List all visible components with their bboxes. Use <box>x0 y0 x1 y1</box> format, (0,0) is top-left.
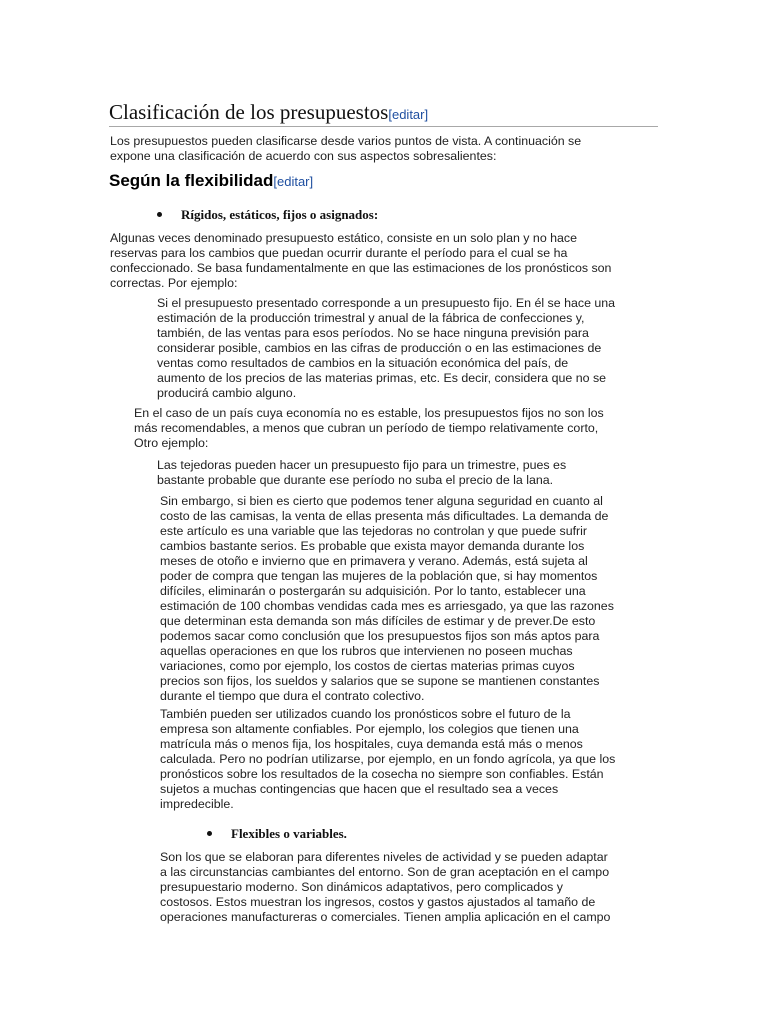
paragraph-unstable-economy <box>134 406 674 451</box>
text-line: también, de las ventas para esos períodos. No se hace ninguna previsión para <box>157 326 589 340</box>
text-line: Las tejedoras pueden hacer un presupuesto fijo para un trimestre, pues es <box>157 458 567 472</box>
text-line: variaciones, como por ejemplo, los costos de ciertas materias primas cuyos <box>160 659 575 673</box>
text-line: Son los que se elaboran para diferentes niveles de actividad y se pueden adaptar <box>160 850 608 864</box>
bullet-item-flexibles: Flexibles o variables. <box>231 826 347 841</box>
text-line: Los presupuestos pueden clasificarse desde varios puntos de vista. A continuación se <box>110 134 582 148</box>
text-line: confeccionado. Se basa fundamentalmente en que las estimaciones de los pronósticos son <box>110 261 612 275</box>
subsection-title: Según la flexibilidad <box>109 171 274 190</box>
text-line: aumento de los precios de las materias primas, etc. Es decir, considera que no se <box>157 371 607 385</box>
text-line: podemos sacar como conclusión que los presupuestos fijos son más aptos para <box>160 629 600 643</box>
text-line: operaciones manufactureras o comerciales. Tienen amplia aplicación en el campo <box>160 910 611 924</box>
text-line: Sin embargo, si bien es cierto que podemos tener alguna seguridad en cuanto al <box>160 494 603 508</box>
section-title: Clasificación de los presupuestos <box>109 100 389 124</box>
text-line: pronósticos sobre los resultados de la cosecha no siempre son confiables. Están <box>160 767 604 781</box>
text-line: Si el presupuesto presentado corresponde a un presupuesto fijo. En él se hace una <box>157 296 616 310</box>
text-line: considerar posible, cambios en las cifras de producción o en las estimaciones de <box>157 341 602 355</box>
text-line: durante el tiempo que dura el contrato colectivo. <box>160 689 425 703</box>
text-line: que determinan esta demanda son más difíciles de estimar y de prever.De esto <box>160 614 596 628</box>
text-line: costo de las camisas, la venta de ellas presenta más dificultades. La demanda de <box>160 509 609 523</box>
text-line: reservas para los cambios que puedan ocurrir durante el período para el cual se ha <box>110 246 568 260</box>
text-line: impredecible. <box>160 797 234 811</box>
text-line: bastante probable que durante ese período no suba el precio de la lana. <box>157 473 554 487</box>
subsection-heading <box>109 170 313 193</box>
text-line: Otro ejemplo: <box>134 436 209 450</box>
text-line: producirá cambio alguno. <box>157 386 297 400</box>
text-line: En el caso de un país cuya economía no es estable, los presupuestos fijos no son los <box>134 406 604 420</box>
text-line: difíciles, eliminarán o postergarán su adquisición. Por lo tanto, establecer una <box>160 584 586 598</box>
intro-paragraph <box>110 134 670 164</box>
text-line: cambios bastante serios. Es probable que exista mayor demanda durante los <box>160 539 585 553</box>
text-line: este artículo es una variable que las tejedoras no controlan y que puede sufrir <box>160 524 588 538</box>
text-line: sujetos a muchas contingencias que hacen que el resultado sea a veces <box>160 782 559 796</box>
subsection-edit-link[interactable]: [editar] <box>273 174 314 189</box>
text-line: poder de compra que tengan las mujeres de la población que, si hay momentos <box>160 569 598 583</box>
text-line: correctas. Por ejemplo: <box>110 276 238 290</box>
text-line: precios son fijos, los sueldos y salarios que se supone se mantienen constantes <box>160 674 600 688</box>
text-line: meses de otoño e invierno que en primavera y verano. Además, está sujeta al <box>160 554 588 568</box>
bullet-dot-icon <box>157 212 162 217</box>
text-line: estimación de la producción trimestral y anual de la fábrica de confecciones y, <box>157 311 585 325</box>
text-line: presupuestario moderno. Son dinámicos adaptativos, pero complicados y <box>160 880 563 894</box>
text-line: aquellas operaciones en que los rubros que intervienen no poseen muchas <box>160 644 573 658</box>
bullet-item-rigidos: Rígidos, estáticos, fijos o asignados: <box>181 207 379 222</box>
bullet-dot-icon <box>207 831 212 836</box>
example-fixed-budget <box>157 296 667 401</box>
text-line: matrícula más o menos fija, los hospitales, cuya demanda está más o menos <box>160 737 583 751</box>
text-line: más recomendables, a menos que cubran un período de tiempo relativamente corto, <box>134 421 599 435</box>
text-line: calculada. Pero no podrían utilizarse, por ejemplo, en un fondo agrícola, ya que los <box>160 752 616 766</box>
paragraph-rigidos <box>110 231 670 291</box>
text-line: empresa son altamente confiables. Por ejemplo, los colegios que tienen una <box>160 722 579 736</box>
section-heading <box>109 98 658 127</box>
text-line: costosos. Estos muestran los ingresos, costos y gastos ajustados al tamaño de <box>160 895 596 909</box>
example-tejedoras <box>157 458 667 488</box>
text-line: estimación de 100 chombas vendidas cada mes es arriesgado, ya que las razones <box>160 599 614 613</box>
text-line: expone una clasificación de acuerdo con sus aspectos sobresalientes: <box>110 149 497 163</box>
text-line: ventas como resultados de cambios en la situación económica del país, de <box>157 356 569 370</box>
text-line: a las circunstancias cambiantes del entorno. Son de gran aceptación en el campo <box>160 865 610 879</box>
text-line: Algunas veces denominado presupuesto estático, consiste en un solo plan y no hace <box>110 231 578 245</box>
example-reliable-forecasts <box>160 707 670 812</box>
example-demand <box>160 494 670 704</box>
section-edit-link[interactable]: [editar] <box>388 107 429 122</box>
paragraph-flexibles <box>160 850 670 925</box>
text-line: También pueden ser utilizados cuando los pronósticos sobre el futuro de la <box>160 707 571 721</box>
